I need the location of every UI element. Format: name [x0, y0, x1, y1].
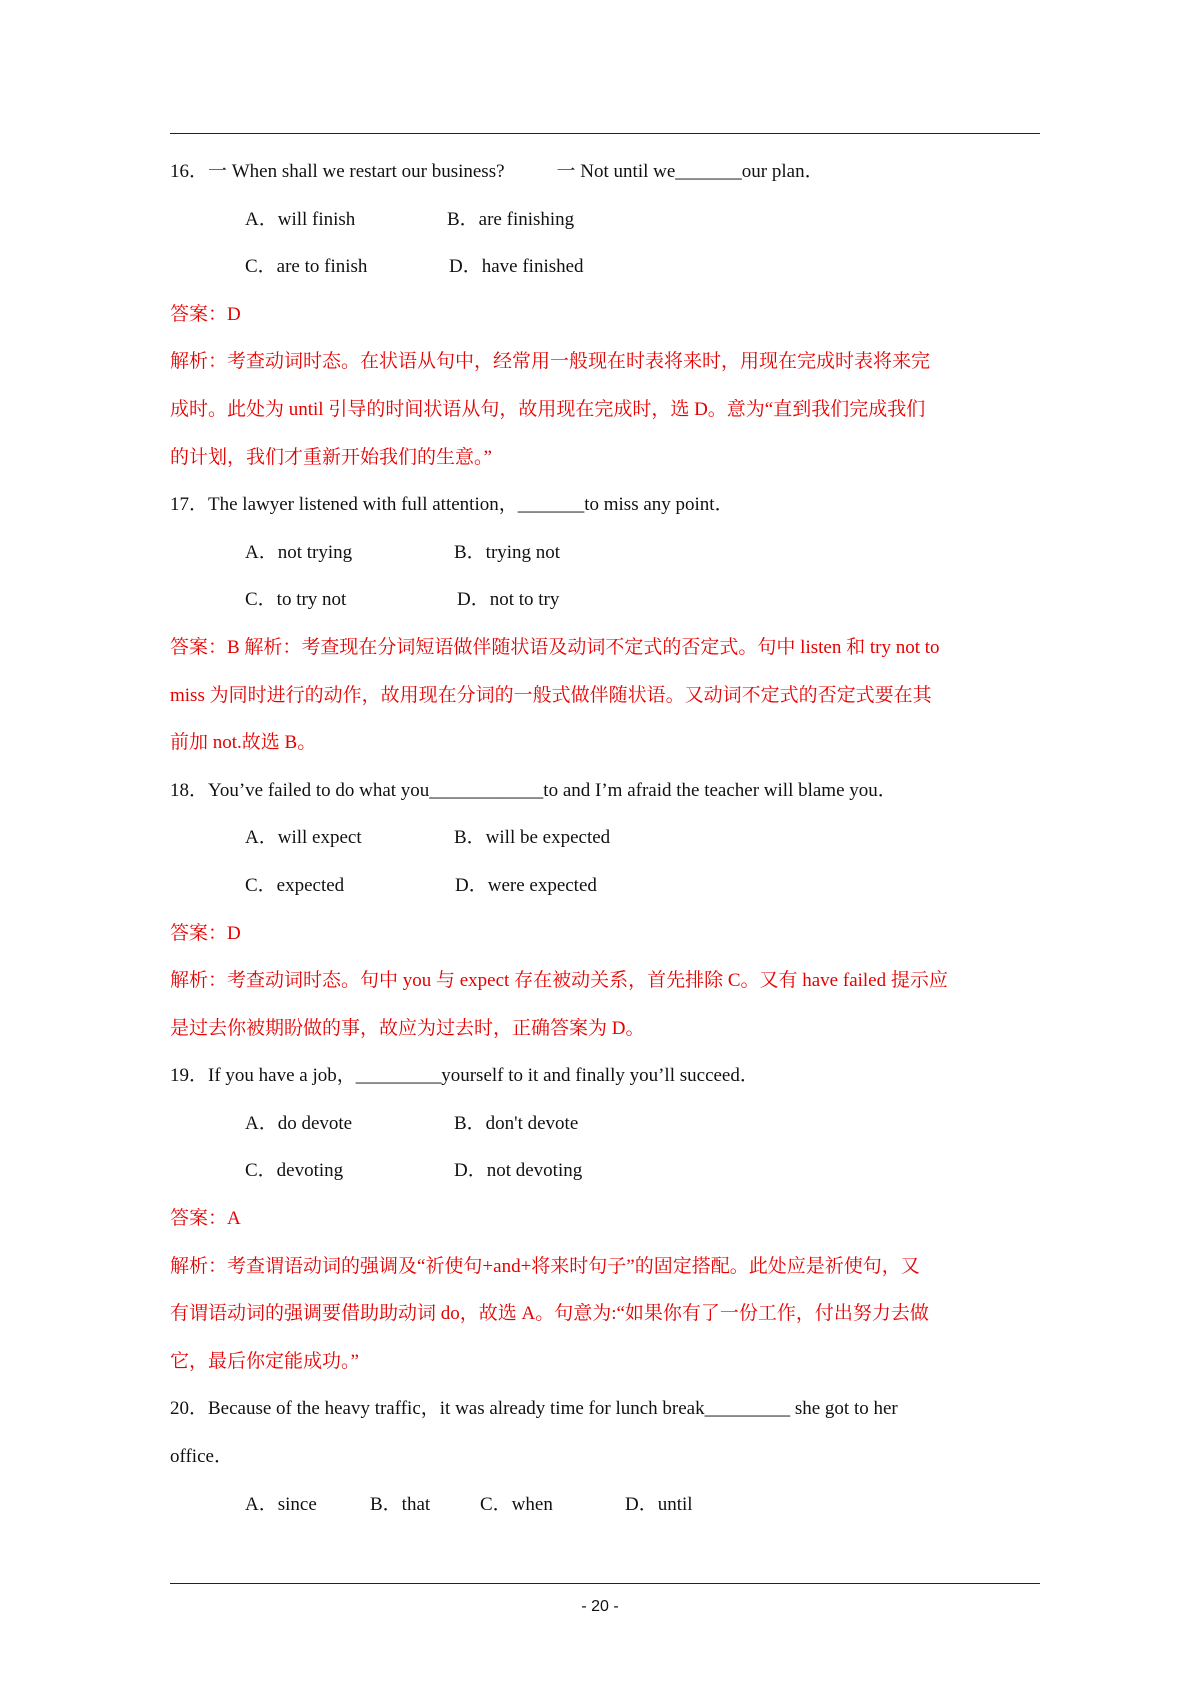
question-19-stem: 19．If you have a job，_________yourself to it and finally you’ll succeed． [170, 1065, 759, 1087]
page-number: - 20 - [581, 1598, 619, 1615]
option-c: C．to try not [245, 589, 347, 611]
question-20-options-row [170, 1481, 1040, 1529]
question-17-options-row-2 [170, 576, 1040, 624]
question-18-stem: 18．You’ve failed to do what you____________to and I’m afraid the teacher will blame you． [170, 779, 897, 801]
question-16-stem-b: 一 Not until we_______our plan． [556, 161, 824, 182]
option-a: A．do devote [245, 1112, 353, 1134]
option-b: B．trying not [454, 541, 561, 563]
question-18-answer: 答案：D [170, 922, 241, 944]
option-b: B．will be expected [454, 827, 611, 849]
option-b: B．that [370, 1493, 431, 1515]
header-rule [170, 133, 1040, 134]
question-19-answer: 答案：A [170, 1208, 241, 1230]
question-16-analysis-line-2: 成时。此处为 until 引导的时间状语从句，故用现在完成时，选 D。意为“直到我们完成我们 [170, 398, 926, 420]
question-16-options-row-1 [170, 196, 1040, 244]
option-c: C．are to finish [245, 256, 368, 278]
question-18-options-row-2 [170, 862, 1040, 910]
option-a: A．will finish [245, 208, 356, 230]
option-a: A．since [245, 1493, 317, 1515]
question-16-analysis-line-1: 解析：考查动词时态。在状语从句中，经常用一般现在时表将来时，用现在完成时表将来完 [170, 351, 931, 373]
option-d: D．not devoting [454, 1160, 583, 1182]
question-19-analysis-line-2: 有谓语动词的强调要借助助动词 do，故选 A。句意为:“如果你有了一份工作，付出努力去做 [170, 1303, 929, 1325]
option-c: C．expected [245, 874, 345, 896]
question-20-stem: 20．Because of the heavy traffic，it was already time for lunch break_________ she got to her [170, 1398, 898, 1420]
option-b: B．are finishing [447, 208, 575, 230]
question-17-options-row-1 [170, 529, 1040, 577]
option-d: D．until [625, 1493, 693, 1515]
question-18-options-row-1 [170, 814, 1040, 862]
option-d: D．not to try [457, 589, 560, 611]
question-16-stem [170, 148, 1040, 196]
option-d: D．were expected [455, 874, 597, 896]
option-a: A．not trying [245, 541, 353, 563]
page-content [170, 148, 1040, 1528]
option-d: D．have finished [449, 256, 584, 278]
question-17-stem: 17．The lawyer listened with full attention，_______to miss any point． [170, 494, 734, 516]
question-16-options-row-2 [170, 243, 1040, 291]
question-17-analysis-line-1: 答案：B 解析：考查现在分词短语做伴随状语及动词不定式的否定式。句中 listen 和 try not to [170, 636, 940, 658]
question-18-analysis-line-1: 解析：考查动词时态。句中 you 与 expect 存在被动关系，首先排除 C。又有 have failed 提示应 [170, 970, 948, 992]
question-20-stem-continued: office． [170, 1446, 233, 1468]
question-16-stem-a: 16．一 When shall we restart our business? [170, 161, 505, 182]
question-17-analysis-line-3: 前加 not.故选 B。 [170, 732, 317, 754]
option-b: B．don't devote [454, 1112, 579, 1134]
question-16-answer: 答案：D [170, 303, 241, 325]
question-19-options-row-1 [170, 1100, 1040, 1148]
question-19-analysis-line-3: 它，最后你定能成功。” [170, 1350, 359, 1372]
question-18-analysis-line-2: 是过去你被期盼做的事，故应为过去时，正确答案为 D。 [170, 1017, 645, 1039]
option-c: C．devoting [245, 1160, 344, 1182]
footer-rule [170, 1583, 1040, 1584]
question-19-options-row-2 [170, 1147, 1040, 1195]
option-c: C．when [480, 1493, 553, 1515]
question-17-analysis-line-2: miss 为同时进行的动作，故用现在分词的一般式做伴随状语。又动词不定式的否定式要在其 [170, 684, 932, 706]
option-a: A．will expect [245, 827, 362, 849]
question-19-analysis-line-1: 解析：考查谓语动词的强调及“祈使句+and+将来时句子”的固定搭配。此处应是祈使句，又 [170, 1255, 920, 1277]
question-16-analysis-line-3: 的计划，我们才重新开始我们的生意。” [170, 446, 492, 468]
